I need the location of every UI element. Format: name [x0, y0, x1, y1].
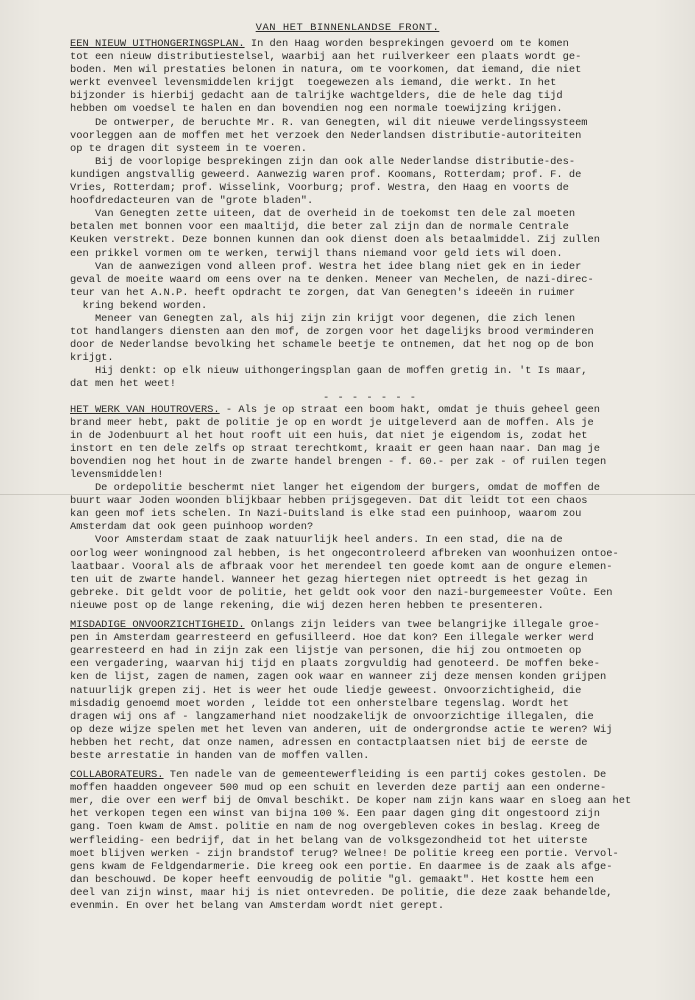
- text-line: COLLABORATEURS. Ten nadele van de gemeentewerfleiding is een partij cokes gestolen. De: [70, 769, 607, 782]
- text-line: pen in Amsterdam gearresteerd en gefusilleerd. Hoe dat kon? Een illegale werker werd: [70, 632, 594, 645]
- text-line: kring bekend worden.: [70, 299, 208, 312]
- text-line: bovendien nog het hout in de zwarte handel brengen - f. 60.- per zak - of ruilen tegen: [70, 455, 607, 468]
- section-separator: - - - - - - -: [322, 391, 418, 404]
- text-line: bijzonder is hierbij gedacht aan de talrijke wachtgelders, die de hele dag tijd: [70, 90, 563, 103]
- text-line: gearresteerd en had in zijn zak een lijstje van personen, die hij zou ontmoeten op: [70, 645, 582, 658]
- text-line: De ordepolitie beschermt niet langer het eigendom der burgers, omdat de moffen de: [70, 482, 601, 495]
- text-line: mer, die over een werf bij de Omval beschikt. De koper nam zijn kans waar en sloeg aan het: [70, 795, 632, 808]
- text-line: werfleiding- een bedrijf, dat in het belang van de volksgezondheid tot het uiterste: [70, 834, 588, 847]
- text-line: in de Jodenbuurt al het hout rooft uit een huis, dat niet je eigendom is, zodat het: [70, 429, 588, 442]
- text-line: EEN NIEUW UITHONGERINGSPLAN. In den Haag worden besprekingen gevoerd om te komen: [70, 38, 569, 50]
- text-line: betalen met bonnen voor een maaltijd, die beter zal zijn dan de normale Centrale: [70, 221, 569, 234]
- text-line: levensmiddelen!: [70, 469, 164, 481]
- text-line: laatbaar. Vooral als de afbraak voor het merendeel ten goede komt aan de ongure elemen-: [70, 560, 613, 573]
- text-line: Van de aanwezigen vond alleen prof. Westra het idee blang niet gek en in ieder: [70, 260, 582, 273]
- text-line: een vergadering, waarvan hij tijd en plaats zorgvuldig had genoteerd. De moffen beke-: [70, 658, 601, 671]
- section-onvoorzichtigheid: [70, 619, 670, 763]
- article-body: [70, 38, 670, 913]
- text-line: door de Nederlandse bevolking het schamele beetje te ontnemen, dat het nog op de bon: [70, 339, 594, 352]
- text-line: beste arrestatie in handen van de moffen vallen.: [70, 749, 370, 762]
- text-line: instort en ten dele zelfs op straat terechtkomt, kraait er geen haan naar. Dan mag je: [70, 442, 601, 455]
- section-heading: HET WERK VAN HOUTROVERS.: [70, 403, 220, 416]
- text-line: moet blijven werken - zijn brandstof terug? Welnee! De politie kreeg een portie. Vervol-: [70, 847, 619, 860]
- text-line: op deze wijze spelen met het leven van anderen, uit de ondergrondse actie te weren? Wij: [70, 723, 613, 736]
- text-line: Van Genegten zette uiteen, dat de overheid in de toekomst ten dele zal moeten: [70, 208, 576, 221]
- text-line: natuurlijk grepen zij. Het is weer het oude liedje geweest. Onvoorzichtigheid, die: [70, 684, 582, 697]
- text-line: misdadig genoemd moet worden , leidde tot een onherstelbare tegenslag. Wordt het: [70, 697, 569, 710]
- text-line: ken de lijst, zagen de namen, zagen ook waar en wanneer zij deze mensen konden grijpen: [70, 671, 607, 684]
- text-line: Voor Amsterdam staat de zaak natuurlijk heel anders. In een stad, die na de: [70, 534, 563, 547]
- text-line: buurt waar Joden woonden blijkbaar hebben prijsgegeven. Dat dit leidt tot een chaos: [70, 495, 588, 508]
- text-line: HET WERK VAN HOUTROVERS. - Als je op straat een boom hakt, omdat je thuis geheel geen: [70, 403, 601, 416]
- text-line: Bij de voorlopige besprekingen zijn dan ook alle Nederlandse distributie-des-: [70, 155, 576, 168]
- text-line: moffen haadden ongeveer 500 mud op een schuit en leverden deze partij aan een onderne-: [70, 782, 607, 795]
- text-line: nieuwe post op de lange rekening, die wij dezen heren hebben te presenteren.: [70, 599, 544, 612]
- text-line: kan geen mof iets schelen. In Nazi-Duitsland is elke stad een puinhoop, waarom zou: [70, 508, 582, 521]
- text-line: tot handlangers diensten aan den mof, de zorgen voor het dagelijks brood verminderen: [70, 326, 594, 339]
- text-line: krijgt.: [70, 352, 114, 365]
- text-line: deel van zijn winst, maar hij is niet ontevreden. De politie, die deze zaak behandelde,: [70, 886, 613, 899]
- section-uithongeringsplan: [70, 38, 670, 392]
- text-line: gens kwam de Feldgendarmerie. Die kreeg ook een portie. En daarmee is de zaak als afge-: [70, 860, 613, 873]
- text-line: werkt evenveel levensmiddelen krijgt toegewezen als iemand, die werkt. In het: [70, 77, 557, 90]
- text-line: dan beschouwd. De koper heeft eenvoudig de politie "gl. gemaakt". Het kostte hem een: [70, 873, 594, 886]
- text-line: tot een nieuw distributiestelsel, waarbij aan het ruilverkeer een plaats wordt ge-: [70, 51, 582, 64]
- section-collaborateurs: [70, 769, 670, 913]
- text-line: gang. Toen kwam de Amst. politie en nam de nog overgebleven cokes in beslag. Kreeg de: [70, 821, 601, 834]
- text-line: MISDADIGE ONVOORZICHTIGHEID. Onlangs zijn leiders van twee belangrijke illegale groe-: [70, 619, 601, 632]
- document-title: VAN HET BINNENLANDSE FRONT.: [255, 22, 440, 34]
- text-line: geval de moeite waard om eens over na te denken. Meneer van Mechelen, de nazi-direc-: [70, 273, 594, 286]
- text-line: boden. Men wil prestaties belonen in natura, om te voorkomen, dat iemand, die niet: [70, 64, 582, 77]
- text-line: evenmin. En over het belang van Amsterdam wordt niet gerept.: [70, 900, 445, 912]
- text-line: Vries, Rotterdam; prof. Wisselink, Voorburg; prof. Westra, den Haag en voorts de: [70, 182, 569, 195]
- section-heading: EEN NIEUW UITHONGERINGSPLAN.: [70, 38, 245, 50]
- text-line: het verkopen tegen een winst van bijna 100 %. Een paar dagen ging dit ongestoord zijn: [70, 808, 601, 821]
- text-line: ten uit de zwarte handel. Wanneer het gezag hiertegen niet optreedt is het gezag in: [70, 573, 588, 586]
- text-line: Amsterdam dat ook geen puinhoop worden?: [70, 521, 314, 534]
- text-line: teur van het A.N.P. heeft opdracht te zorgen, dat Van Genegten's ideeën in ruimer: [70, 286, 576, 299]
- text-line: hebben het recht, dat onze namen, adressen en contactplaatsen niet bij de eerste de: [70, 736, 588, 749]
- section-heading: MISDADIGE ONVOORZICHTIGHEID.: [70, 619, 245, 632]
- text-line: op te dragen dit systeem in te voeren.: [70, 142, 307, 155]
- text-line: voorleggen aan de moffen met het verzoek den Nederlandsen distributie-autoriteiten: [70, 129, 582, 142]
- section-houtrovers: [70, 404, 670, 614]
- text-line: De ontwerper, de beruchte Mr. R. van Genegten, wil dit nieuwe verdelingssysteem: [70, 116, 588, 129]
- text-line: kundigen angstvallig geweerd. Aanwezig waren prof. Koomans, Rotterdam; prof. F. de: [70, 168, 582, 181]
- text-line: hoofdredacteuren van de "grote bladen".: [70, 195, 314, 208]
- text-line: dat men het weet!: [70, 378, 177, 391]
- text-line: gebreke. Dit geldt voor de politie, het geldt ook voor den nazi-burgemeester Voûte. Een: [70, 586, 613, 599]
- text-line: dragen wij ons af - langzamerhand niet noodzakelijk de onvoorzichtige illegalen, die: [70, 710, 594, 723]
- text-line: brand meer hebt, pakt de politie je op en wordt je uitgeleverd aan de moffen. Als je: [70, 416, 594, 429]
- text-line: hebben om voedsel te halen en dan bovendien nog een normale toewijzing krijgen.: [70, 103, 563, 116]
- text-line: oorlog weer woningnood zal hebben, is het ongecontroleerd afbreken van woonhuizen ontoe-: [70, 547, 619, 560]
- text-line: Keuken verstrekt. Deze bonnen kunnen dan ook dienst doen als betaalmiddel. Zij zullen: [70, 234, 601, 247]
- text-line: Meneer van Genegten zal, als hij zijn zin krijgt voor degenen, die zich lenen: [70, 312, 576, 325]
- text-line: een prikkel vormen om te werken, terwijl thans niemand voor geld iets wil doen.: [70, 247, 563, 260]
- text-line: Hij denkt: op elk nieuw uithongeringsplan gaan de moffen gretig in. 't Is maar,: [70, 365, 588, 378]
- section-heading: COLLABORATEURS.: [70, 769, 164, 782]
